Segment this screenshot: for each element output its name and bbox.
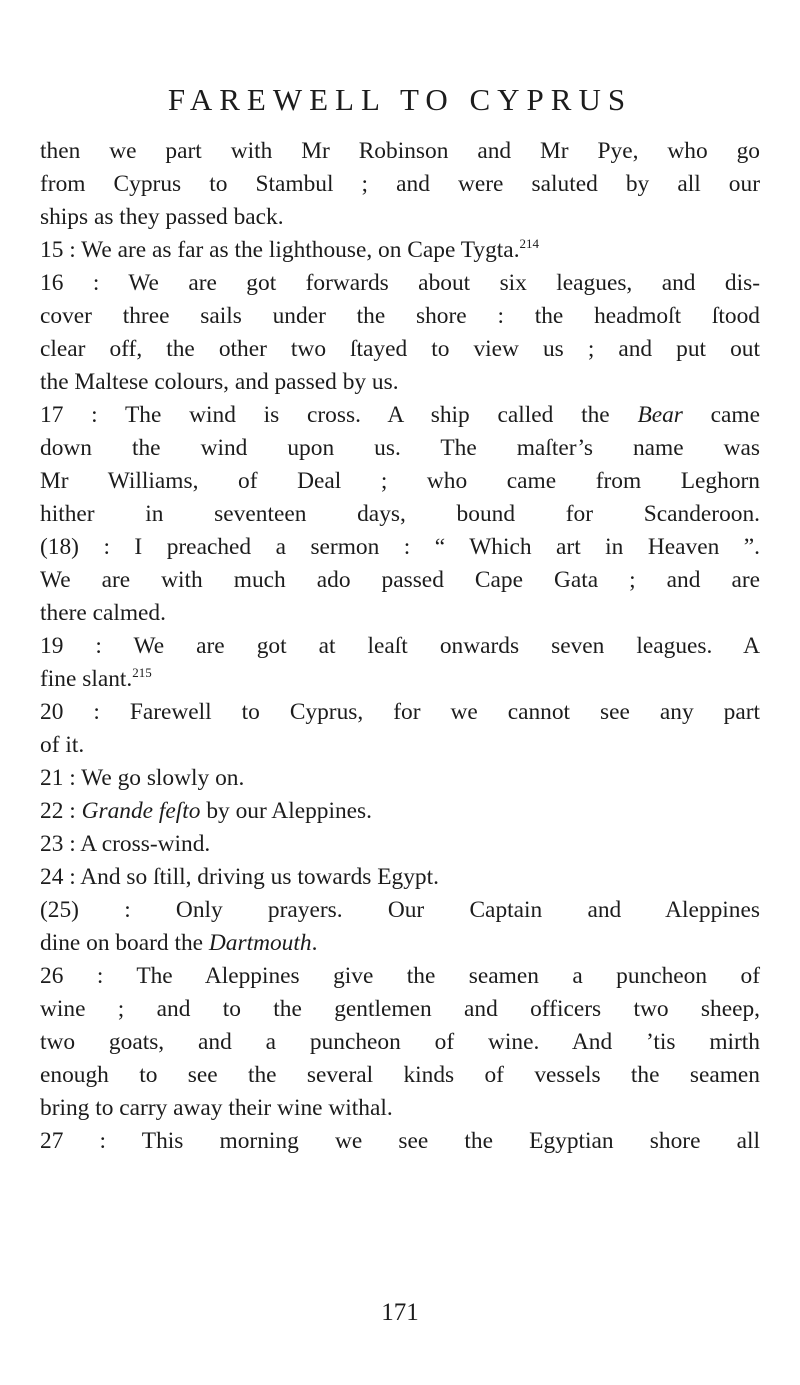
text-line-content: cover three sails under the shore : the headmoſt ſtood: [40, 303, 760, 329]
text-line: [40, 762, 760, 795]
text-line-content: of it.: [40, 732, 85, 758]
text-line: [40, 597, 760, 630]
text-line: [40, 696, 760, 729]
text-line: [40, 498, 760, 531]
footnote-marker: 215: [132, 665, 152, 680]
footnote-marker: 214: [519, 236, 540, 251]
italic-text: Dartmouth: [208, 930, 312, 956]
text-line-content: there calmed.: [40, 600, 166, 626]
text-line-content: ships as they passed back.: [40, 204, 284, 230]
text-line: [40, 564, 760, 597]
text-line: [40, 168, 760, 201]
text-line-content: bring to carry away their wine withal.: [40, 1095, 393, 1121]
text-line: [40, 729, 760, 762]
text-line: [40, 432, 760, 465]
text-line: [40, 300, 760, 333]
italic-text: Bear: [637, 402, 683, 428]
text-line: [40, 1026, 760, 1059]
text-line: [40, 1059, 760, 1092]
text-line-continuation: .: [311, 930, 318, 956]
text-line-content: We are with much ado passed Cape Gata ; and are: [40, 567, 760, 593]
text-line-content: down the wind upon us. The maſter’s name was: [40, 435, 760, 461]
text-line: [40, 795, 760, 828]
text-line-content: 20 : Farewell to Cyprus, for we cannot see any part: [40, 699, 760, 725]
text-line-content: enough to see the several kinds of vessels the seamen: [40, 1062, 760, 1088]
text-line-content: fine slant.: [40, 666, 133, 692]
text-line-content: from Cyprus to Stambul ; and were saluted by all our: [40, 171, 760, 197]
text-line: [40, 927, 760, 960]
text-line-content: clear off, the other two ſtayed to view us ; and put out: [40, 336, 760, 362]
text-line-content: the Maltese colours, and passed by us.: [40, 369, 399, 395]
text-line: [40, 531, 760, 564]
text-line-content: hither in seventeen days, bound for Scanderoon.: [40, 501, 760, 527]
text-line: [40, 1092, 760, 1125]
text-line-content: (25) : Only prayers. Our Captain and Aleppines: [40, 897, 760, 923]
text-line-continuation: by our Aleppines.: [200, 798, 372, 824]
page-number: 171: [381, 1299, 419, 1326]
text-line-content: 22 :: [40, 798, 82, 824]
text-line-content: 15 : We are as far as the lighthouse, on Cape Tygta.: [40, 237, 520, 263]
text-line-content: two goats, and a puncheon of wine. And ’tis mirth: [40, 1029, 760, 1055]
text-line-content: 27 : This morning we see the Egyptian shore all: [40, 1128, 760, 1154]
running-head: FAREWELL TO CYPRUS: [167, 82, 633, 117]
italic-text: Grande feſto: [81, 798, 201, 824]
text-line: [40, 1125, 760, 1158]
text-line: [40, 828, 760, 861]
text-line: [40, 993, 760, 1026]
text-line: [40, 894, 760, 927]
text-line: [40, 399, 760, 432]
text-line: [40, 366, 760, 399]
text-line: [40, 861, 760, 894]
text-line: [40, 234, 760, 267]
text-line: [40, 960, 760, 993]
text-line-content: 24 : And so ſtill, driving us towards Egypt.: [40, 864, 439, 890]
text-line-content: 19 : We are got at leaſt onwards seven leagues. A: [40, 633, 760, 659]
text-line: [40, 333, 760, 366]
text-line: [40, 663, 760, 696]
text-line-content: 16 : We are got forwards about six leagues, and dis-: [40, 270, 760, 296]
text-line: [40, 267, 760, 300]
text-line-content: wine ; and to the gentlemen and officers two sheep,: [40, 996, 760, 1022]
text-line: [40, 201, 760, 234]
text-line-content: then we part with Mr Robinson and Mr Pye, who go: [40, 138, 760, 164]
text-line-content: 17 : The wind is cross. A ship called the: [40, 402, 638, 428]
text-line-continuation: came: [682, 402, 761, 428]
text-line-content: (18) : I preached a sermon : “ Which art in Heaven ”.: [40, 534, 760, 560]
text-line-content: 23 : A cross-wind.: [40, 831, 211, 857]
text-line: [40, 630, 760, 663]
body-text: [40, 135, 760, 1158]
text-line-content: 21 : We go slowly on.: [40, 765, 245, 791]
text-line: [40, 465, 760, 498]
text-line: [40, 135, 760, 168]
text-line-content: 26 : The Aleppines give the seamen a puncheon of: [40, 963, 760, 989]
text-line-content: Mr Williams, of Deal ; who came from Leghorn: [40, 468, 760, 494]
text-line-content: dine on board the: [40, 930, 209, 956]
